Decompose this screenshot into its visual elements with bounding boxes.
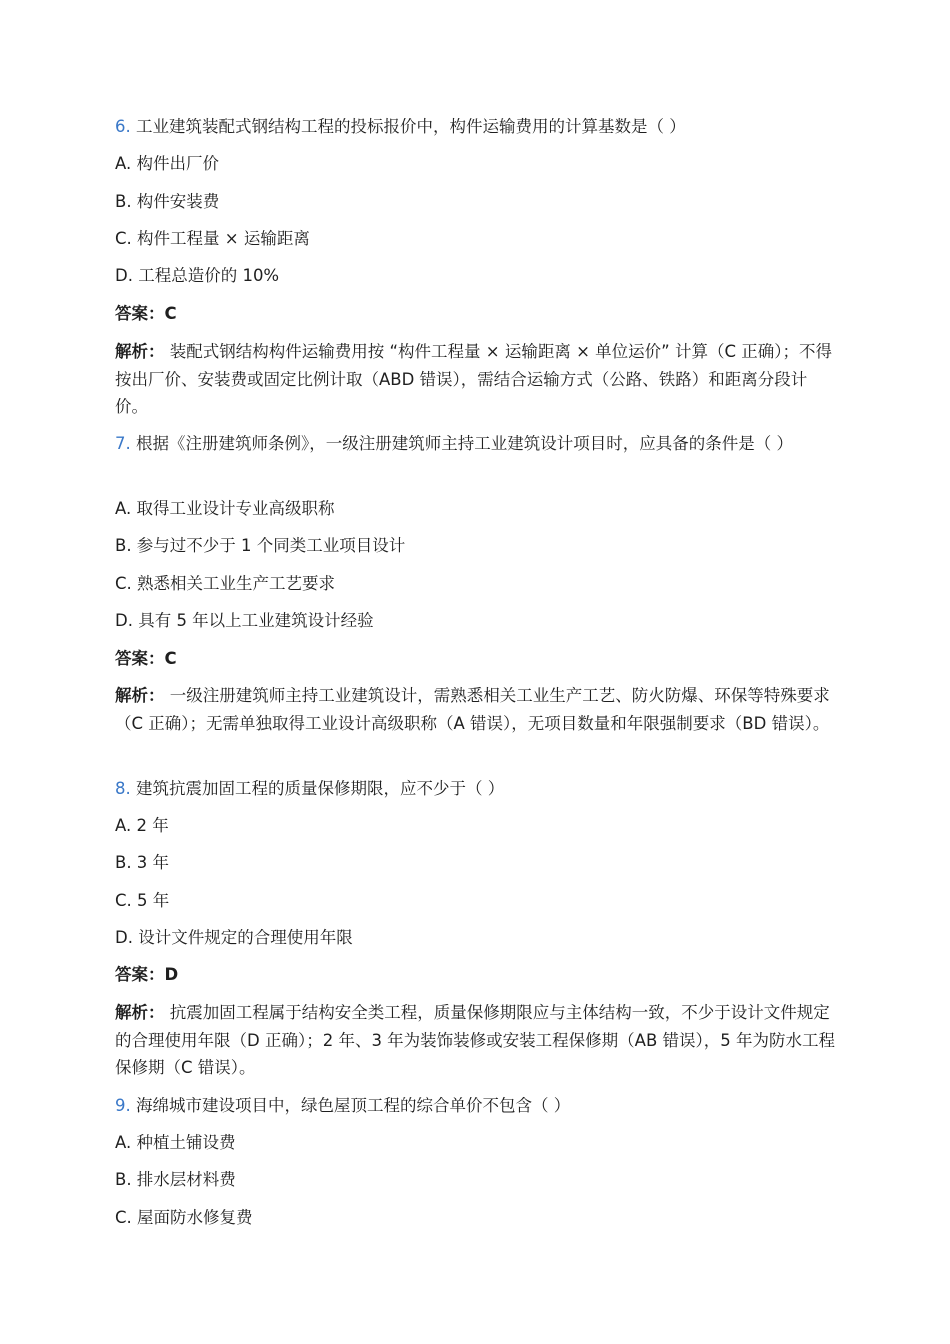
question-6-analysis bbox=[115, 338, 837, 421]
question-8-option-d: D. 设计文件规定的合理使用年限 bbox=[115, 928, 353, 947]
question-number: 9. bbox=[115, 1096, 131, 1115]
question-text: 建筑抗震加固工程的质量保修期限，应不少于（ ） bbox=[136, 779, 505, 798]
question-8-option-c: C. 5 年 bbox=[115, 891, 170, 910]
analysis-label: 解析： bbox=[115, 1003, 165, 1022]
answer-value: C bbox=[164, 649, 177, 668]
analysis-text: 装配式钢结构构件运输费用按 “构件工程量 × 运输距离 × 单位运价” 计算（C 正确）；不得按出厂价、安装费或固定比例计取（ABD 错误），需结合运输方式（公路、铁路）和距离分段计价。 bbox=[115, 342, 832, 416]
analysis-label: 解析： bbox=[115, 342, 165, 361]
question-9-option-c: C. 屋面防水修复费 bbox=[115, 1208, 253, 1227]
question-6-option-b: B. 构件安装费 bbox=[115, 192, 220, 211]
answer-value: C bbox=[164, 304, 177, 323]
question-8-analysis bbox=[115, 999, 837, 1082]
question-9-option-b: B. 排水层材料费 bbox=[115, 1170, 236, 1189]
question-9-stem bbox=[115, 1092, 837, 1120]
answer-label: 答案： bbox=[115, 965, 165, 984]
answer-label: 答案： bbox=[115, 649, 165, 668]
question-7-option-a: A. 取得工业设计专业高级职称 bbox=[115, 499, 335, 518]
question-6-answer bbox=[115, 300, 837, 328]
question-6-stem bbox=[115, 113, 837, 141]
question-7-option-c: C. 熟悉相关工业生产工艺要求 bbox=[115, 574, 336, 593]
question-7-option-b: B. 参与过不少于 1 个同类工业项目设计 bbox=[115, 536, 406, 555]
analysis-text: 抗震加固工程属于结构安全类工程，质量保修期限应与主体结构一致，不少于设计文件规定的合理使用年限（D 正确）；2 年、3 年为装饰装修或安装工程保修期（AB 错误），5 年为防水工程保修期（C 错误）。 bbox=[115, 1003, 836, 1077]
question-text: 海绵城市建设项目中，绿色屋顶工程的综合单价不包含（ ） bbox=[136, 1096, 571, 1115]
question-8-answer bbox=[115, 961, 837, 989]
answer-value: D bbox=[164, 965, 179, 984]
question-7-stem bbox=[115, 430, 837, 458]
question-7-option-d: D. 具有 5 年以上工业建筑设计经验 bbox=[115, 611, 374, 630]
question-text: 根据《注册建筑师条例》，一级注册建筑师主持工业建筑设计项目时，应具备的条件是（ ） bbox=[136, 434, 793, 453]
question-9-option-a: A. 种植土铺设费 bbox=[115, 1133, 236, 1152]
analysis-label: 解析： bbox=[115, 686, 165, 705]
question-6-option-d: D. 工程总造价的 10% bbox=[115, 266, 280, 285]
question-number: 6. bbox=[115, 117, 131, 136]
question-6-option-c: C. 构件工程量 × 运输距离 bbox=[115, 229, 310, 248]
question-7-answer bbox=[115, 645, 837, 673]
question-8-option-a: A. 2 年 bbox=[115, 816, 169, 835]
question-number: 8. bbox=[115, 779, 131, 798]
question-text: 工业建筑装配式钢结构工程的投标报价中，构件运输费用的计算基数是（ ） bbox=[136, 117, 686, 136]
analysis-text: 一级注册建筑师主持工业建筑设计，需熟悉相关工业生产工艺、防火防爆、环保等特殊要求（C 正确）；无需单独取得工业设计高级职称（A 错误），无项目数量和年限强制要求（BD 错误）。 bbox=[115, 686, 830, 733]
question-6-option-a: A. 构件出厂价 bbox=[115, 154, 219, 173]
answer-label: 答案： bbox=[115, 304, 165, 323]
question-8-stem bbox=[115, 775, 837, 803]
question-8-option-b: B. 3 年 bbox=[115, 853, 170, 872]
question-7-analysis bbox=[115, 682, 837, 737]
question-number: 7. bbox=[115, 434, 131, 453]
